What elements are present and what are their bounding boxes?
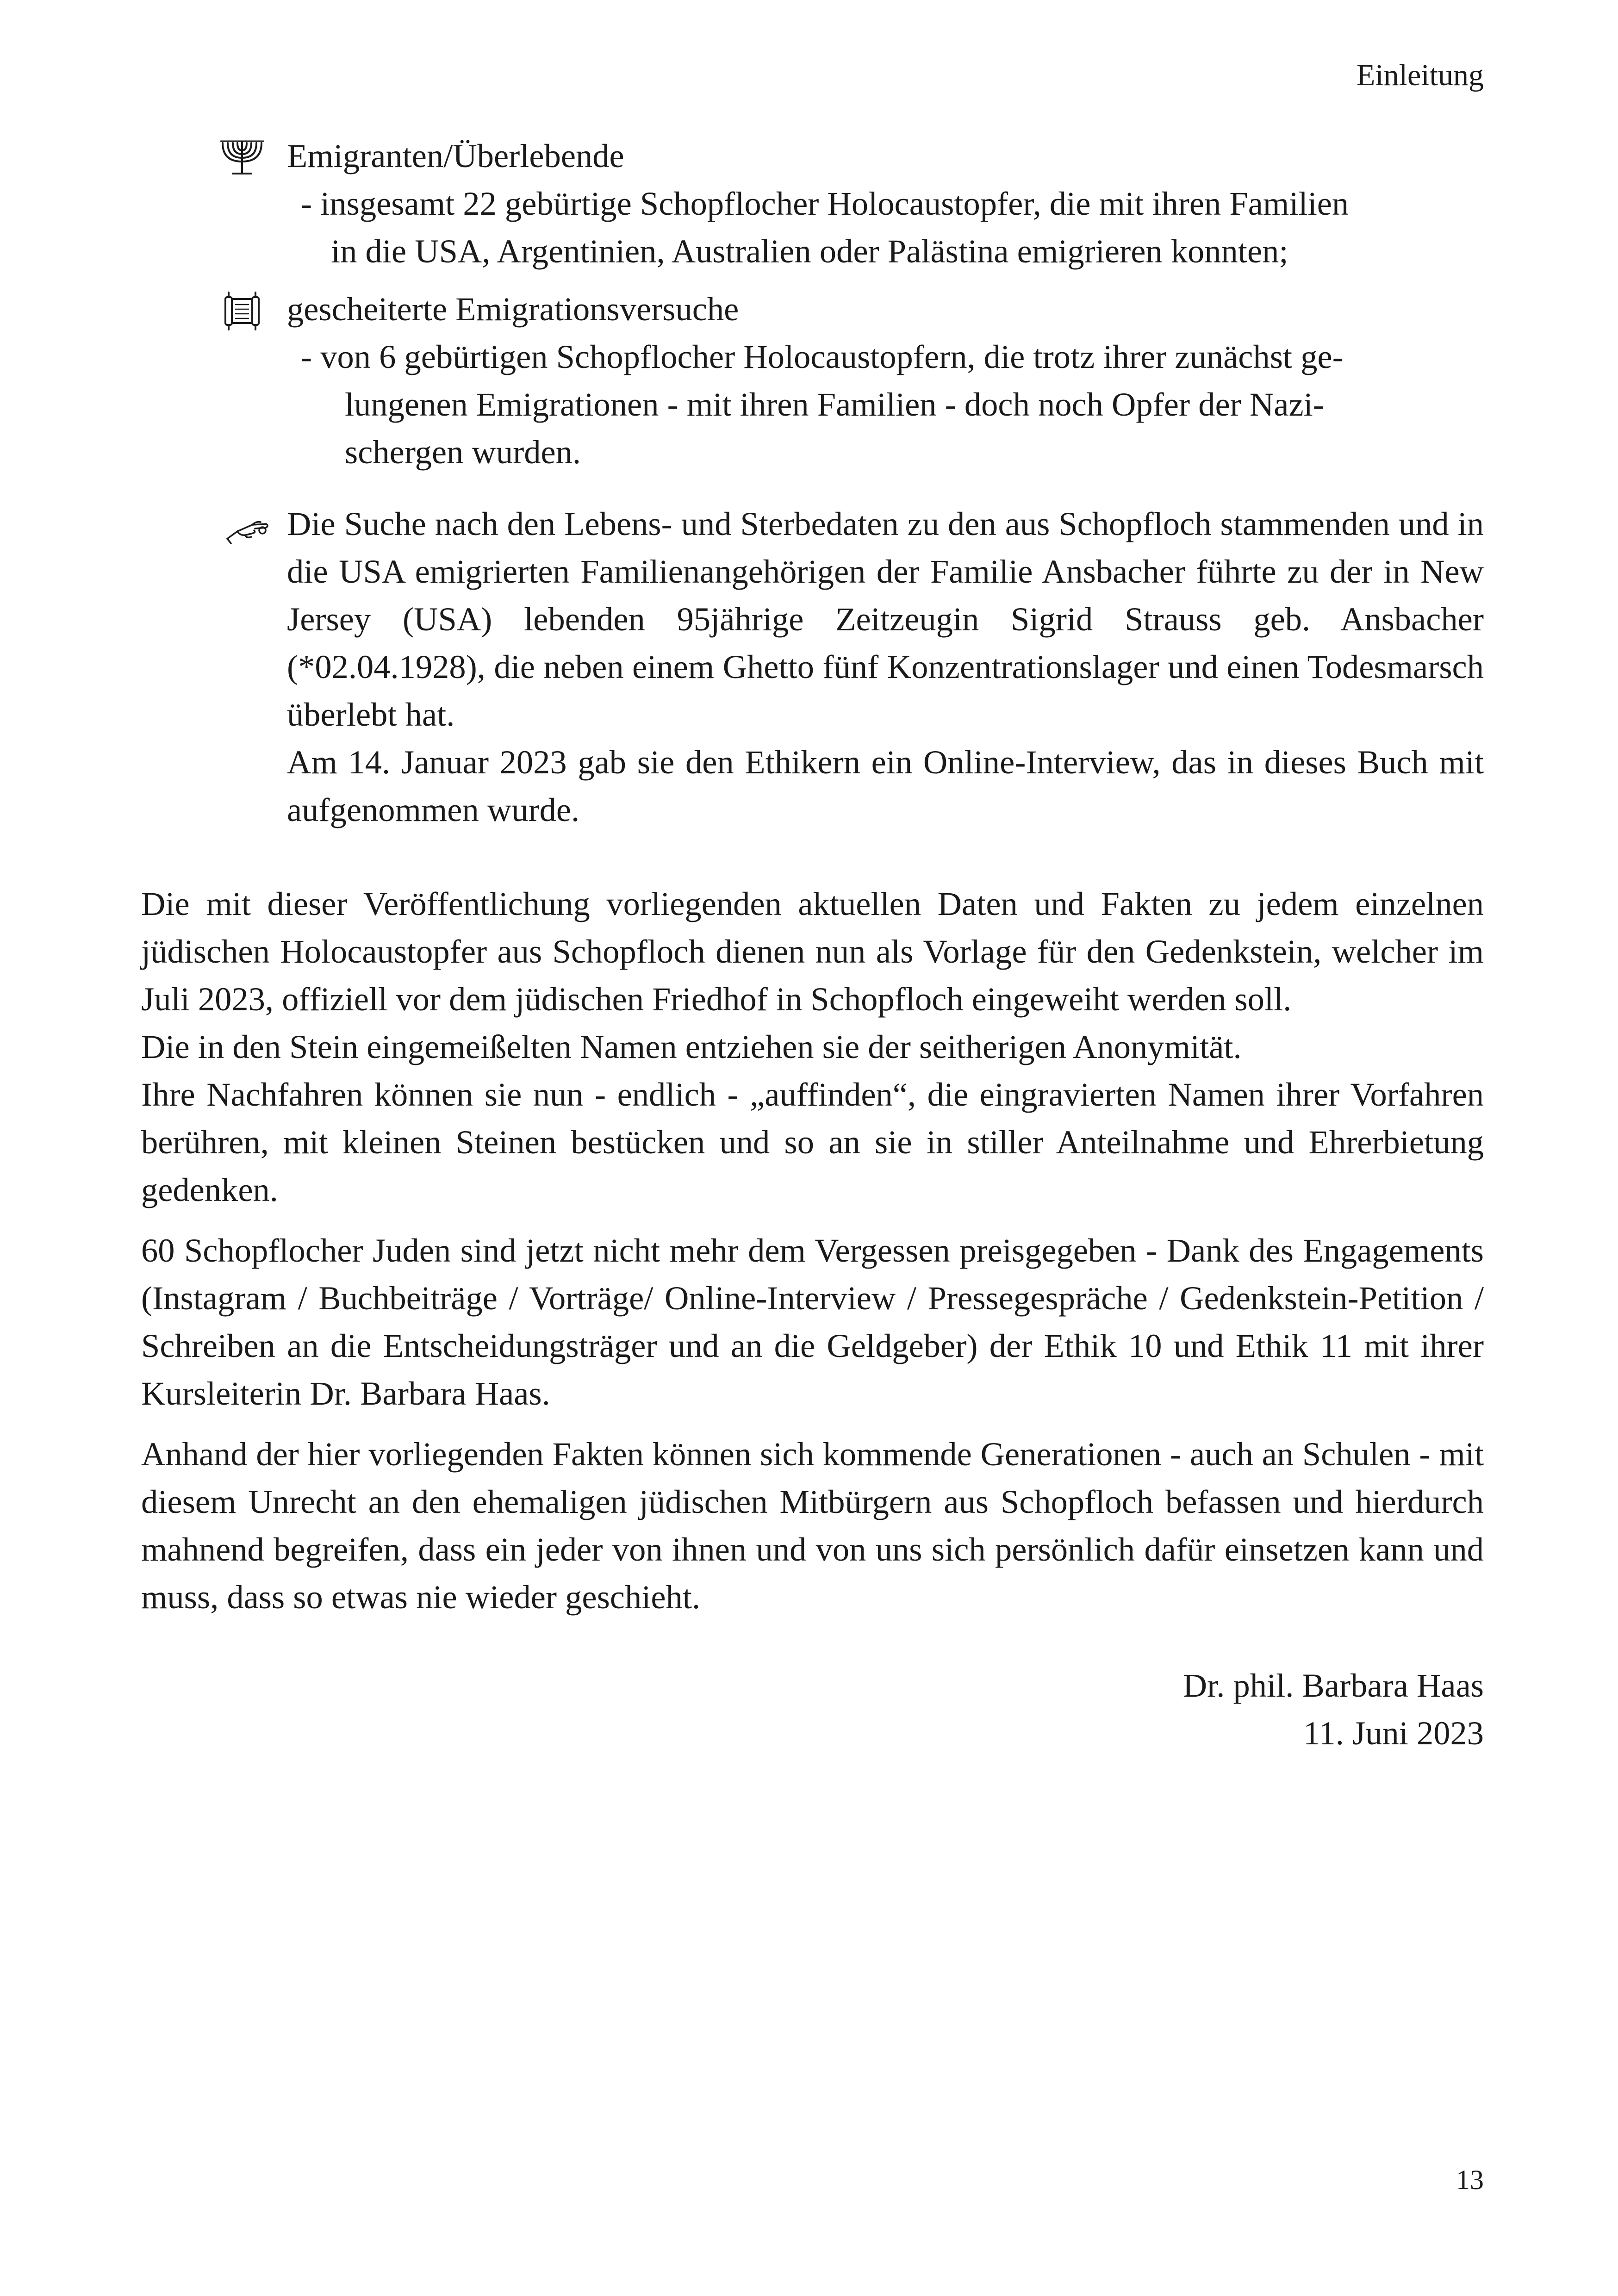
- torah-scroll-icon: [219, 291, 265, 330]
- paragraph: Anhand der hier vorliegenden Fakten können sich kommende Generationen - auch an Schulen - mit diesem Unrecht an den ehemaligen jüdischen Mitbürgern aus Schopfloch befassen und hierdurch mahnend begreifen, dass ein jeder von ihnen und von uns sich persönlich dafür einsetzen kann und muss, dass so etwas nie wieder geschieht.: [141, 1435, 1484, 1616]
- list-item-line: - von 6 gebürtigen Schopflocher Holocaustopfern, die trotz ihrer zunächst ge-: [301, 338, 1344, 375]
- pointing-hand-icon: [224, 508, 271, 548]
- paragraph: Die mit dieser Veröffentlichung vorliegenden aktuellen Daten und Fakten zu jedem einzelnen jüdischen Holocaustopfer aus Schopfloch dienen nun als Vorlage für den Gedenkstein, welcher im Juli 2023, offiziell vor dem jüdischen Friedhof in Schopfloch eingeweiht werden soll.: [141, 885, 1484, 1018]
- list-item-line: in die USA, Argentinien, Australien oder Palästina emigrieren konnten;: [331, 232, 1288, 270]
- list-item-title: gescheiterte Emigrationsversuche: [287, 290, 739, 328]
- page-body: [141, 132, 1484, 1757]
- paragraph: Die in den Stein eingemeißelten Namen entziehen sie der seitherigen Anonymität.: [141, 1028, 1242, 1065]
- signature-date: 11. Juni 2023: [1303, 1714, 1484, 1752]
- author-name: Dr. phil. Barbara Haas: [1182, 1667, 1484, 1704]
- research-note: [141, 500, 1484, 834]
- list-item-line: schergen wurden.: [345, 433, 581, 471]
- list-item-failed-emigration: [141, 285, 1484, 476]
- list-item-emigrants: [141, 132, 1484, 275]
- note-text: Die Suche nach den Lebens- und Sterbedaten zu den aus Schopfloch stammenden und in die USA emigrierten Familienangehörigen der Familie Ansbacher führte zu der in New Jersey (USA) lebenden 95jährige Zeitzeugin Sigrid Strauss geb. Ansbacher (*02.04.1928), die neben einem Ghetto fünf Konzentrationslager und einen Todesmarsch überlebt hat.: [287, 505, 1484, 733]
- list-item-title: Emigranten/Überlebende: [287, 137, 624, 174]
- list-item-line: lungenen Emigrationen - mit ihren Familien - doch noch Opfer der Nazi-: [345, 386, 1324, 423]
- signature-block: [141, 1661, 1484, 1757]
- paragraph: Ihre Nachfahren können sie nun - endlich - „auffinden“, die eingravierten Namen ihrer Vorfahren berühren, mit kleinen Steinen bestücken und so an sie in stiller Anteilnahme und Ehrerbietung gedenken.: [141, 1076, 1484, 1208]
- menorah-icon: [219, 137, 265, 177]
- page-number: 13: [1456, 2165, 1484, 2195]
- list-item-line: - insgesamt 22 gebürtige Schopflocher Holocaustopfer, die mit ihren Familien: [301, 185, 1349, 222]
- running-header: Einleitung: [1357, 58, 1484, 92]
- note-text: Am 14. Januar 2023 gab sie den Ethikern ein Online-Interview, das in dieses Buch mit aufgenommen wurde.: [287, 743, 1484, 828]
- paragraph: 60 Schopflocher Juden sind jetzt nicht mehr dem Vergessen preisgegeben - Dank des Engagements (Instagram / Buchbeiträge / Vorträge/ Online-Interview / Pressegespräche / Gedenkstein-Petition / Schreiben an die Entscheidungsträger und an die Geldgeber) der Ethik 10 und Ethik 11 mit ihrer Kursleiterin Dr. Barbara Haas.: [141, 1232, 1484, 1412]
